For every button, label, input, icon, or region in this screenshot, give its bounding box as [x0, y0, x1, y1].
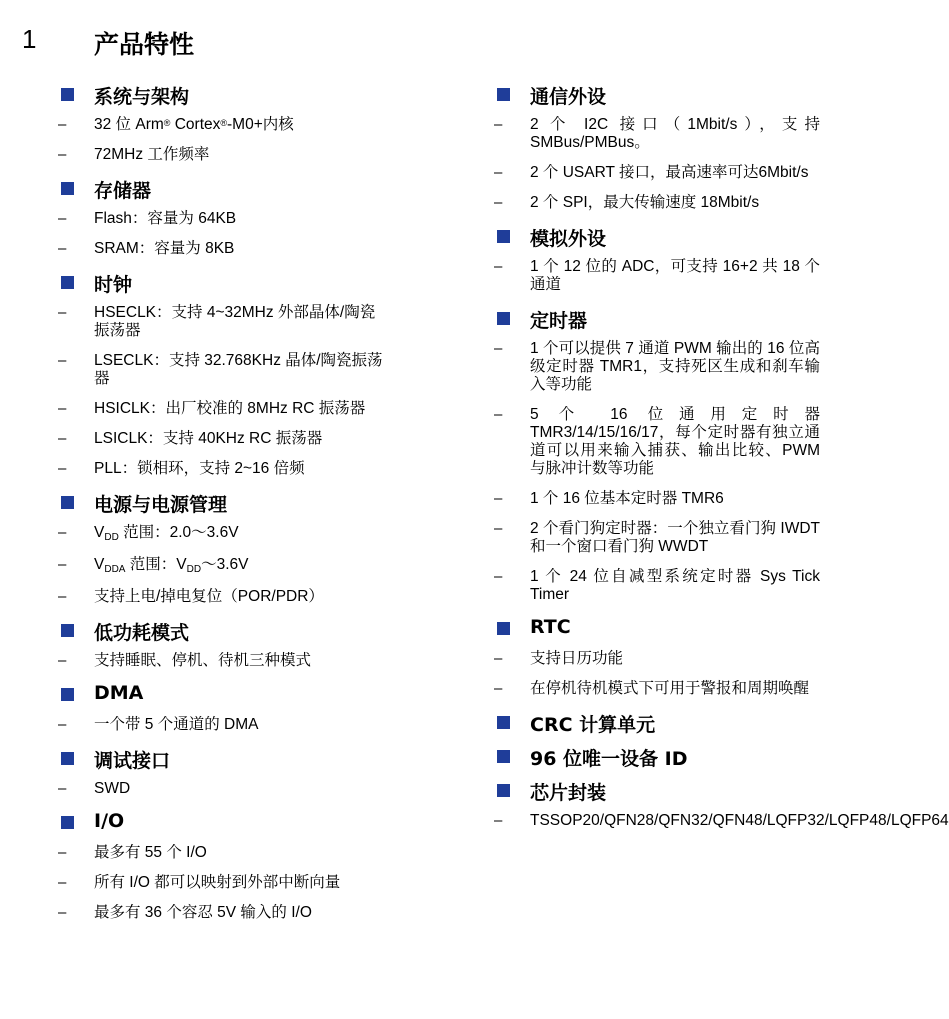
- dash-bullet-icon: –: [494, 568, 503, 585]
- section-heading: [58, 682, 388, 708]
- dash-bullet-icon: –: [58, 352, 67, 369]
- feature-item: [58, 556, 388, 576]
- section-heading: [58, 176, 388, 202]
- feature-section: [58, 810, 388, 922]
- dash-bullet-icon: –: [494, 812, 503, 829]
- feature-item: [58, 904, 388, 922]
- section-heading: [58, 810, 388, 836]
- feature-item: [494, 568, 820, 604]
- feature-item: [58, 874, 388, 892]
- section-title: 存储器: [94, 180, 152, 202]
- section-title: 低功耗模式: [94, 622, 190, 644]
- section-title: 通信外设: [530, 86, 607, 108]
- feature-item: [58, 430, 388, 448]
- square-bullet-icon: [61, 496, 74, 509]
- feature-item-text: 32 位 Arm® Cortex®-M0+内核: [94, 116, 294, 133]
- feature-item-text: LSECLK：支持 32.768KHz 晶体/陶瓷振荡器: [94, 352, 383, 387]
- section-title: 芯片封装: [530, 782, 607, 804]
- dash-bullet-icon: –: [58, 652, 67, 669]
- feature-item-text: 在停机待机模式下可用于警报和周期唤醒: [530, 680, 810, 697]
- dash-bullet-icon: –: [58, 146, 67, 163]
- feature-item-text: Flash：容量为 64KB: [94, 210, 237, 227]
- feature-item: [494, 406, 820, 478]
- feature-item: [58, 652, 388, 670]
- feature-item-text: 5 个 16 位通用定时器TMR3/14/15/16/17，每个定时器有独立通道可以用来输入捕获、输出比较、PWM 与脉冲计数等功能: [530, 406, 820, 477]
- feature-item: [58, 146, 388, 164]
- feature-item-text: SRAM：容量为 8KB: [94, 240, 235, 257]
- feature-item-text: SWD: [94, 780, 131, 797]
- right-column: [494, 82, 949, 842]
- feature-item: [58, 210, 388, 228]
- feature-item: [494, 520, 820, 556]
- section-title: DMA: [94, 682, 144, 704]
- feature-item-text: 最多有 36 个容忍 5V 输入的 I/O: [94, 904, 312, 921]
- section-title: 模拟外设: [530, 228, 607, 250]
- feature-item: [58, 240, 388, 258]
- square-bullet-icon: [497, 230, 510, 243]
- feature-item: [58, 116, 388, 134]
- square-bullet-icon: [61, 752, 74, 765]
- section-heading: [494, 744, 820, 770]
- section-title: 电源与电源管理: [94, 494, 228, 516]
- section-heading: [58, 746, 388, 772]
- feature-item-text: 2 个 I2C 接口（1Mbit/s），支持SMBus/PMBus。: [530, 116, 820, 151]
- dash-bullet-icon: –: [494, 116, 503, 133]
- feature-section: [58, 82, 388, 164]
- feature-section: [58, 490, 388, 606]
- chapter-title: 产品特性: [94, 30, 195, 59]
- section-heading: [494, 306, 820, 332]
- section-heading: [58, 82, 388, 108]
- section-title: 定时器: [530, 310, 588, 332]
- feature-item: [494, 340, 820, 394]
- square-bullet-icon: [61, 88, 74, 101]
- feature-item-text: PLL：锁相环，支持 2~16 倍频: [94, 460, 305, 477]
- feature-item: [494, 490, 820, 508]
- square-bullet-icon: [61, 276, 74, 289]
- feature-item-text: $V_{DD}$ 范围：2.0～3.6V: [94, 524, 239, 543]
- square-bullet-icon: [497, 716, 510, 729]
- feature-item-text: $V_{DDA}$ 范围：$V_{DD}\sim 3.6V$: [94, 556, 249, 575]
- feature-section: [58, 746, 388, 798]
- feature-section: [58, 270, 388, 478]
- dash-bullet-icon: –: [494, 490, 503, 507]
- feature-item-text: 1 个可以提供 7 通道 PWM 输出的 16 位高级定时器 TMR1，支持死区生成和刹车输入等功能: [530, 340, 820, 393]
- dash-bullet-icon: –: [494, 680, 503, 697]
- feature-section: [494, 82, 820, 212]
- feature-item-text: 最多有 55 个 I/O: [94, 844, 207, 861]
- feature-item: [58, 304, 388, 340]
- square-bullet-icon: [61, 624, 74, 637]
- dash-bullet-icon: –: [58, 400, 67, 417]
- section-heading: [494, 710, 820, 736]
- section-title: 96 位唯一设备 ID: [530, 748, 688, 770]
- dash-bullet-icon: –: [58, 588, 67, 605]
- feature-item-text: 1 个 12 位的 ADC，可支持 16+2 共 18 个通道: [530, 258, 820, 293]
- feature-item-text: 1 个 24 位自减型系统定时器 Sys Tick Timer: [530, 568, 820, 603]
- square-bullet-icon: [497, 88, 510, 101]
- dash-bullet-icon: –: [58, 116, 67, 133]
- feature-section: [494, 616, 820, 698]
- dash-bullet-icon: –: [494, 164, 503, 181]
- dash-bullet-icon: –: [58, 210, 67, 227]
- feature-item-text: 支持睡眠、停机、待机三种模式: [94, 652, 312, 669]
- feature-item: [494, 258, 820, 294]
- dash-bullet-icon: –: [58, 904, 67, 921]
- feature-item-text: 支持日历功能: [530, 650, 624, 667]
- feature-item: [494, 650, 820, 668]
- chapter-number: 1: [22, 24, 37, 54]
- square-bullet-icon: [497, 784, 510, 797]
- dash-bullet-icon: –: [494, 258, 503, 275]
- feature-item-text: 2 个看门狗定时器：一个独立看门狗 IWDT 和一个窗口看门狗 WWDT: [530, 520, 820, 555]
- dash-bullet-icon: –: [58, 844, 67, 861]
- feature-item-text: 支持上电/掉电复位（POR/PDR）: [94, 588, 324, 605]
- section-title: 系统与架构: [94, 86, 190, 108]
- section-heading: [58, 490, 388, 516]
- square-bullet-icon: [61, 816, 74, 829]
- dash-bullet-icon: –: [58, 430, 67, 447]
- dash-bullet-icon: –: [494, 340, 503, 357]
- feature-item: [58, 400, 388, 418]
- feature-item-text: HSICLK：出厂校准的 8MHz RC 振荡器: [94, 400, 366, 417]
- dash-bullet-icon: –: [494, 650, 503, 667]
- square-bullet-icon: [61, 688, 74, 701]
- feature-item: [494, 116, 820, 152]
- dash-bullet-icon: –: [58, 874, 67, 891]
- left-column: [58, 82, 388, 934]
- feature-item-text: 1 个 16 位基本定时器 TMR6: [530, 490, 724, 507]
- section-title: RTC: [530, 616, 571, 638]
- feature-section: [494, 306, 820, 604]
- feature-item-text: 2 个 SPI，最大传输速度 18Mbit/s: [530, 194, 760, 211]
- square-bullet-icon: [497, 312, 510, 325]
- feature-section: [494, 710, 820, 736]
- square-bullet-icon: [61, 182, 74, 195]
- feature-item-text: 72MHz 工作频率: [94, 146, 210, 163]
- feature-item-text: HSECLK：支持 4~32MHz 外部晶体/陶瓷振荡器: [94, 304, 376, 339]
- feature-item-text: 所有 I/O 都可以映射到外部中断向量: [94, 874, 341, 891]
- feature-item: [58, 844, 388, 862]
- dash-bullet-icon: –: [58, 240, 67, 257]
- feature-item-text: 一个带 5 个通道的 DMA: [94, 716, 259, 733]
- dash-bullet-icon: –: [58, 780, 67, 797]
- feature-item: [494, 812, 949, 830]
- feature-item: [58, 780, 388, 798]
- dash-bullet-icon: –: [58, 524, 67, 541]
- dash-bullet-icon: –: [494, 520, 503, 537]
- section-title: CRC 计算单元: [530, 714, 656, 736]
- dash-bullet-icon: –: [58, 556, 67, 573]
- section-title: I/O: [94, 810, 125, 832]
- dash-bullet-icon: –: [58, 304, 67, 321]
- feature-item: [58, 460, 388, 478]
- feature-item: [58, 716, 388, 734]
- section-heading: [58, 618, 388, 644]
- feature-item: [494, 194, 820, 212]
- dash-bullet-icon: –: [494, 194, 503, 211]
- feature-section: [494, 778, 949, 830]
- section-title: 时钟: [94, 274, 133, 296]
- feature-section: [58, 618, 388, 670]
- square-bullet-icon: [497, 750, 510, 763]
- feature-item: [58, 588, 388, 606]
- feature-item-text: LSICLK：支持 40KHz RC 振荡器: [94, 430, 323, 447]
- feature-section: [58, 176, 388, 258]
- feature-item: [58, 524, 388, 544]
- section-title: 调试接口: [94, 750, 171, 772]
- square-bullet-icon: [497, 622, 510, 635]
- section-heading: [494, 224, 820, 250]
- section-heading: [58, 270, 388, 296]
- feature-item: [494, 164, 820, 182]
- dash-bullet-icon: –: [58, 460, 67, 477]
- section-heading: [494, 778, 820, 804]
- feature-item: [494, 680, 820, 698]
- feature-item: [58, 352, 388, 388]
- section-heading: [494, 616, 820, 642]
- dash-bullet-icon: –: [58, 716, 67, 733]
- feature-section: [494, 744, 820, 770]
- feature-section: [58, 682, 388, 734]
- feature-item-text: TSSOP20/QFN28/QFN32/QFN48/LQFP32/LQFP48/LQFP64: [530, 812, 949, 829]
- dash-bullet-icon: –: [494, 406, 503, 423]
- section-heading: [494, 82, 820, 108]
- feature-item-text: 2 个 USART 接口，最高速率可达6Mbit/s: [530, 164, 809, 181]
- feature-section: [494, 224, 820, 294]
